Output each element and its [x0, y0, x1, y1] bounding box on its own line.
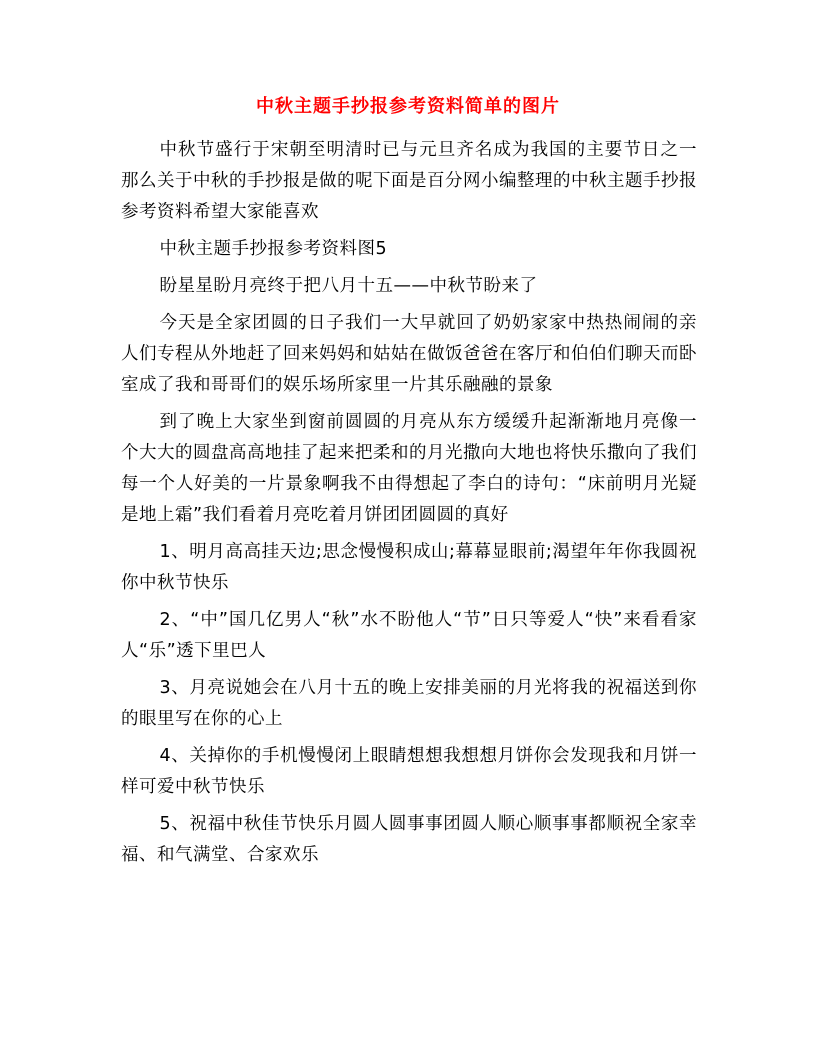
paragraph-family-reunion: 今天是全家团圆的日子我们一大早就回了奶奶家家中热热闹闹的亲人们专程从外地赶了回来妈妈和姑姑在做饭爸爸在客厅和伯伯们聊天而卧室成了我和哥哥们的娱乐场所家里一片其乐融融的景象 [121, 313, 697, 395]
paragraph-moon-night: 到了晚上大家坐到窗前圆圆的月亮从东方缓缓升起渐渐地月亮像一个大大的圆盘高高地挂了起来把柔和的月光撒向大地也将快乐撒向了我们每一个人好美的一片景象啊我不由得想起了李白的诗句：“床前明月光疑是地上霜”我们看着月亮吃着月饼团团圆圆的真好 [121, 412, 697, 525]
greeting-item-3: 3、月亮说她会在八月十五的晚上安排美丽的月光将我的祝福送到你的眼里写在你的心上 [121, 678, 697, 729]
greeting-item-5: 5、祝福中秋佳节快乐月圆人圆事事团圆人顺心顺事事都顺祝全家幸福、和气满堂、合家欢乐 [121, 814, 697, 865]
document-body [121, 135, 697, 877]
document-title: 中秋主题手抄报参考资料简单的图片 [256, 96, 560, 117]
greeting-item-1: 1、明月高高挂天边;思念慢慢积成山;幕幕显眼前;渴望年年你我圆祝你中秋节快乐 [121, 542, 697, 593]
greeting-item-2: 2、“中”国几亿男人“秋”水不盼他人“节”日只等爱人“快”来看看家人“乐”透下里巴人 [121, 610, 697, 661]
image-caption: 中秋主题手抄报参考资料图5 [159, 239, 388, 259]
paragraph-anticipation: 盼星星盼月亮终于把八月十五——中秋节盼来了 [159, 276, 538, 296]
greeting-item-4: 4、关掉你的手机慢慢闭上眼睛想想我想想月饼你会发现我和月饼一样可爱中秋节快乐 [121, 746, 697, 797]
intro-paragraph: 中秋节盛行于宋朝至明清时已与元旦齐名成为我国的主要节日之一那么关于中秋的手抄报是做的呢下面是百分网小编整理的中秋主题手抄报参考资料希望大家能喜欢 [121, 140, 697, 222]
